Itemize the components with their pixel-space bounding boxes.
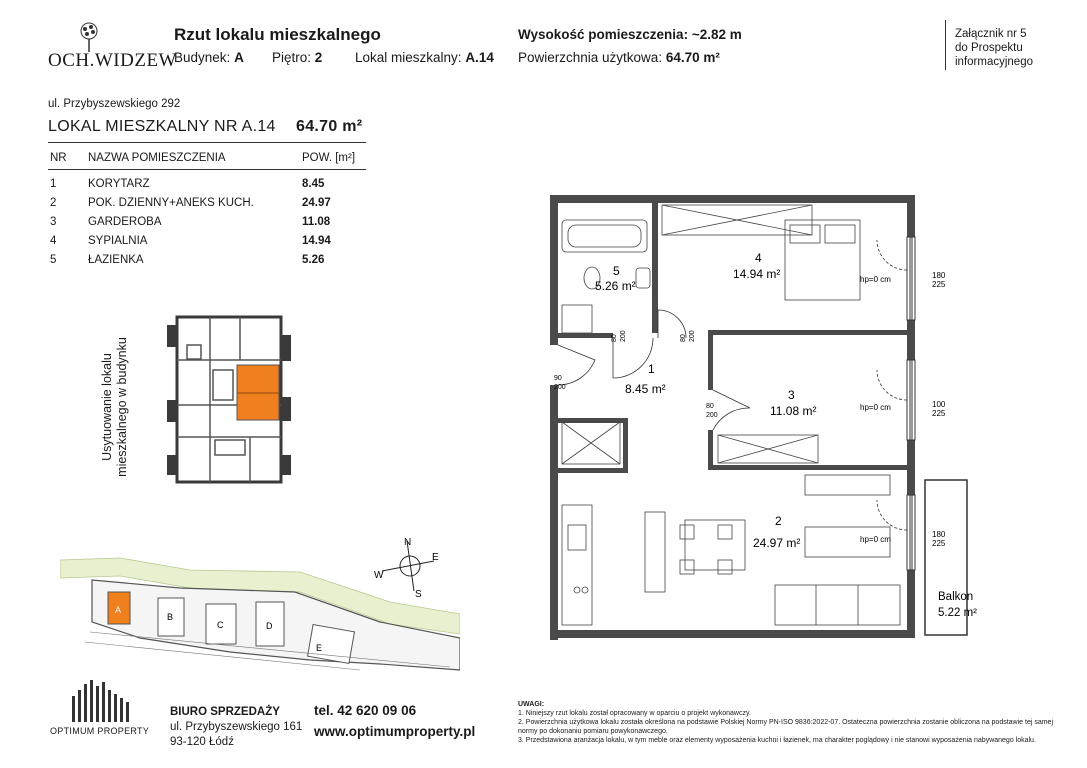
window-width: 180 [932, 271, 946, 280]
area-label: Powierzchnia użytkowa: [518, 50, 663, 65]
header-area: POW. [m²] [302, 152, 356, 164]
header-name: NAZWA POMIESZCZENIA [88, 152, 226, 164]
row-area: 5.26 [302, 254, 325, 266]
hp-label: hp=0 cm [860, 403, 891, 412]
row-name: GARDEROBA [88, 216, 162, 228]
building-key-plan [155, 305, 300, 490]
height-info [518, 27, 742, 42]
row-area: 11.08 [302, 216, 331, 228]
door-width: 80 [611, 334, 618, 342]
balcony-area: 5.22 m² [938, 607, 977, 619]
table-header-rule [48, 169, 366, 170]
note-line: 1. Niniejszy rzut lokalu został opracowany w oparciu o projekt wykonawczy. [518, 710, 751, 717]
row-nr: 5 [50, 254, 57, 266]
row-name: SYPIALNIA [88, 235, 148, 247]
building-value: A [234, 50, 244, 65]
row-nr: 2 [50, 197, 57, 209]
door-height: 200 [554, 384, 566, 391]
optimum-logo-icon [68, 680, 148, 722]
row-name: ŁAZIENKA [88, 254, 144, 266]
room-nr-3: 3 [788, 388, 795, 402]
row-nr: 1 [50, 178, 57, 190]
door-width: 90 [554, 375, 562, 382]
site-building-c: C [217, 620, 224, 630]
notes [518, 700, 1058, 745]
site-building-b: B [167, 612, 174, 622]
room-area-1: 8.45 m² [625, 382, 666, 396]
door-height: 200 [689, 330, 696, 342]
location-label-line: Usytuowanie lokalu [100, 353, 114, 461]
height-label: Wysokość pomieszczenia: [518, 27, 689, 42]
page-title: Rzut lokalu mieszkalnego [174, 25, 381, 44]
logo-text: OCH.WIDZEW [48, 50, 177, 71]
attachment-line: informacyjnego [955, 56, 1033, 68]
floor-plan [540, 190, 980, 645]
floor-info [272, 50, 322, 65]
floor-label: Piętro: [272, 50, 312, 65]
row-area: 14.94 [302, 235, 331, 247]
room-nr-1: 1 [648, 362, 655, 376]
area-info [518, 50, 720, 65]
location-label-line: mieszkalnego w budynku [115, 337, 129, 477]
bathroom-fixtures [562, 220, 650, 333]
unit-title: LOKAL MIESZKALNY NR A.14 [48, 118, 276, 135]
door-height: 200 [706, 412, 718, 419]
website-link[interactable]: www.optimumproperty.pl [314, 724, 476, 739]
office-title: BIURO SPRZEDAŻY [170, 706, 280, 718]
unit-label: Lokal mieszkalny: [355, 50, 462, 65]
row-name: POK. DZIENNY+ANEKS KUCH. [88, 197, 254, 209]
site-building-a: A [115, 605, 122, 615]
window-height: 225 [932, 280, 946, 289]
unit-value: A.14 [465, 50, 494, 65]
attachment-divider [945, 20, 946, 70]
building-info [174, 50, 244, 65]
hp-label: hp=0 cm [860, 275, 891, 284]
balcony-label: Balkon [938, 591, 974, 603]
window-height: 225 [932, 539, 946, 548]
phone[interactable]: tel. 42 620 09 06 [314, 703, 417, 718]
room-area-2: 24.97 m² [753, 536, 801, 550]
door-width: 80 [706, 403, 714, 410]
address: ul. Przybyszewskiego 292 [48, 98, 181, 110]
row-nr: 3 [50, 216, 57, 228]
row-name: KORYTARZ [88, 178, 150, 190]
hp-label: hp=0 cm [860, 535, 891, 544]
note-line: 2. Powierzchnia użytkowa lokalu została określona na podstawie Polskiej Normy PN-ISO 9836:2022-07. Ostateczna powierzchnia zostanie obliczona na podstawie tej samej [518, 719, 1054, 726]
table-top-rule [48, 142, 366, 143]
row-nr: 4 [50, 235, 57, 247]
row-area: 8.45 [302, 178, 325, 190]
unit-area: 64.70 m² [296, 118, 363, 135]
note-line: 3. Przedstawiona aranżacja lokalu, w tym meble oraz elementy wyposażenia kuchni i łazienek, ma charakter poglądowy i nie stanowi wyposażenia nabywanego lokalu. [518, 737, 1036, 744]
company-name: OPTIMUM PROPERTY [50, 726, 150, 736]
attachment-note [955, 27, 1033, 69]
site-plan [60, 552, 460, 672]
window-height: 225 [932, 409, 946, 418]
office-city: 93-120 Łódź [170, 736, 234, 748]
living-room-furniture [562, 475, 900, 625]
office-street: ul. Przybyszewskiego 161 [170, 721, 303, 733]
height-value: ~2.82 m [691, 27, 742, 42]
site-building-d: D [266, 621, 273, 631]
site-building-e: E [316, 643, 323, 653]
wardrobe [562, 422, 818, 464]
window-width: 180 [932, 530, 946, 539]
header-nr: NR [50, 152, 67, 164]
room-area-4: 14.94 m² [733, 267, 781, 281]
attachment-line: do Prospektu [955, 42, 1023, 54]
room-nr-4: 4 [755, 251, 762, 265]
row-area: 24.97 [302, 197, 331, 209]
compass-s: S [415, 589, 422, 598]
compass-n: N [404, 537, 412, 548]
area-value: 64.70 m² [665, 50, 720, 65]
tree-logo-icon [78, 22, 100, 52]
door-width: 80 [680, 334, 687, 342]
compass-w: W [374, 570, 384, 581]
window-width: 100 [932, 400, 946, 409]
room-nr-2: 2 [775, 514, 782, 528]
room-area-3: 11.08 m² [770, 404, 817, 418]
building-label: Budynek: [174, 50, 231, 65]
location-label [100, 327, 130, 487]
logo [48, 22, 177, 74]
room-nr-5: 5 [613, 264, 620, 278]
room-area-5: 5.26 m² [595, 279, 636, 293]
notes-title: UWAGI: [518, 701, 545, 708]
compass-e: E [432, 552, 439, 563]
door-height: 200 [620, 330, 627, 342]
note-line: normy po dokonaniu pomiaru powykonawczego. [518, 728, 668, 735]
unit-info [355, 50, 494, 65]
attachment-line: Załącznik nr 5 [955, 28, 1027, 40]
floor-value: 2 [314, 50, 323, 65]
